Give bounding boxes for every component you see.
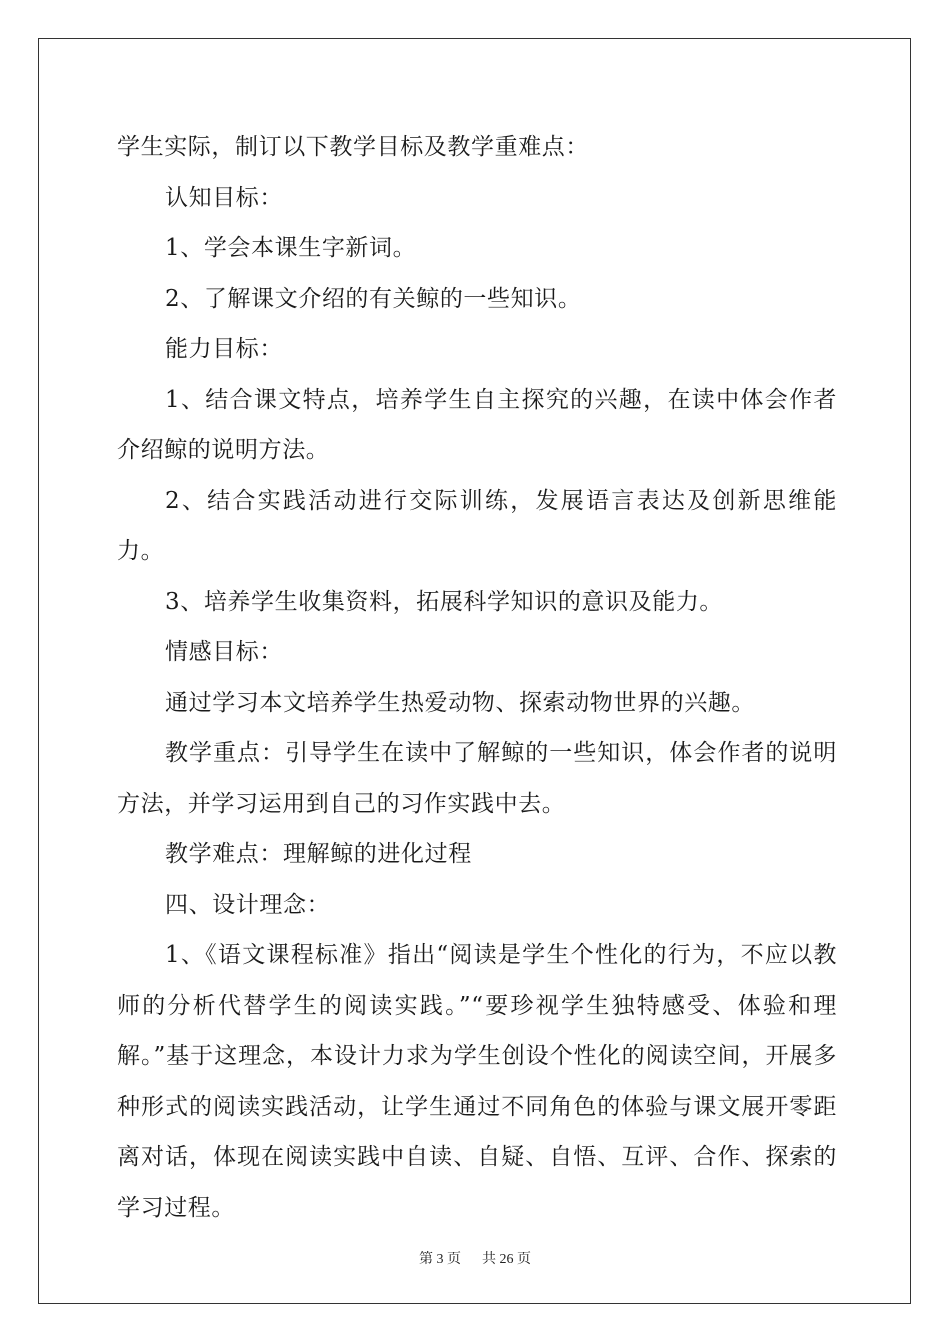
paragraph: 四、设计理念： — [165, 891, 331, 918]
paragraph: 1、结合课文特点，培养学生自主探究的兴趣，在读中体会作者介绍鲸的说明方法。 — [117, 386, 837, 463]
total-pages: 共 26 页 — [482, 1252, 531, 1267]
paragraph: 能力目标： — [165, 336, 283, 362]
paragraph: 1、学会本课生字新词。 — [165, 235, 417, 261]
page-number: 第 3 页 — [419, 1252, 461, 1267]
paragraph: 教学难点：理解鲸的进化过程 — [165, 841, 472, 867]
paragraph: 情感目标： — [165, 639, 283, 665]
paragraph: 教学重点：引导学生在读中了解鲸的一些知识，体会作者的说明方法，并学习运用到自己的习作实践中去。 — [117, 740, 837, 817]
paragraph: 2、了解课文介绍的有关鲸的一些知识。 — [165, 285, 582, 312]
paragraph: 通过学习本文培养学生热爱动物、探索动物世界的兴趣。 — [165, 689, 755, 716]
paragraph: 认知目标： — [165, 184, 283, 211]
paragraph: 2、结合实践活动进行交际训练，发展语言表达及创新思维能力。 — [117, 487, 837, 564]
page-footer — [0, 1248, 950, 1268]
paragraph: 3、培养学生收集资料，拓展科学知识的意识及能力。 — [165, 588, 724, 615]
paragraph: 1、《语文课程标准》指出“阅读是学生个性化的行为，不应以教师的分析代替学生的阅读实践。”“要珍视学生独特感受、体验和理解。”基于这理念，本设计力求为学生创设个性化的阅读空间，开展多种形式的阅读实践活动，让学生通过不同角色的体验与课文展开零距离对话，体现在阅读实践中自读、自疑、自悟、互评、合作、探索的学习过程。 — [117, 942, 837, 1221]
paragraph: 学生实际，制订以下教学目标及教学重难点： — [117, 134, 589, 160]
document-body — [117, 122, 837, 1233]
